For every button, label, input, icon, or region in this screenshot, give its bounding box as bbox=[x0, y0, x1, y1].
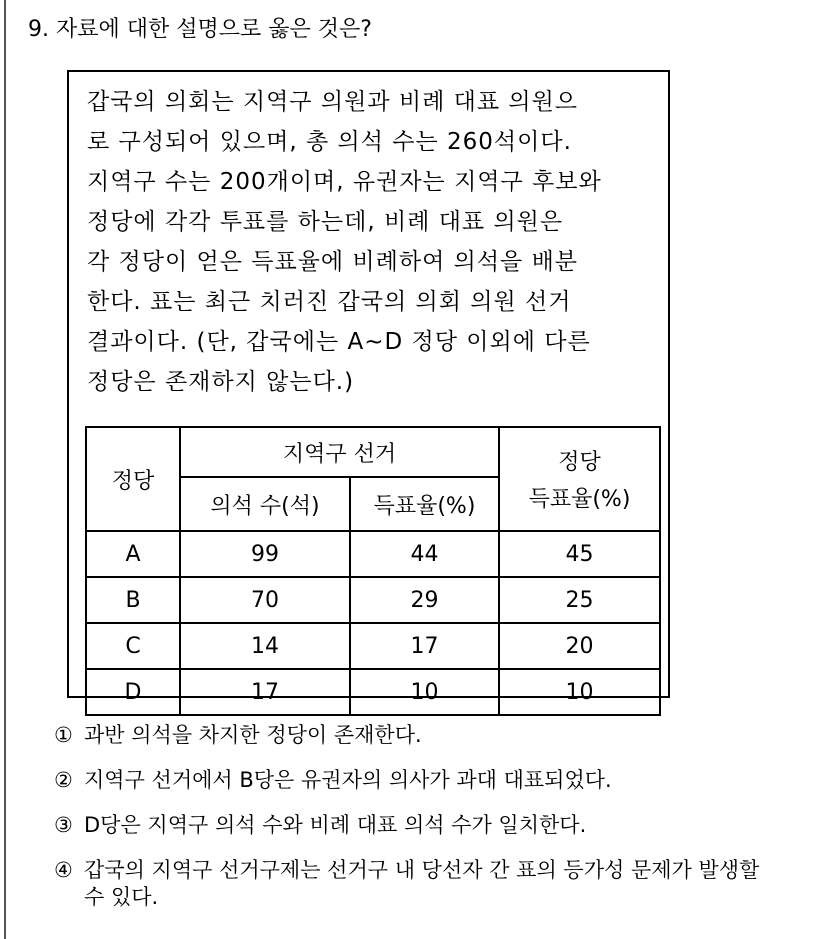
cell-district-rate: 44 bbox=[350, 531, 499, 577]
choice-2[interactable] bbox=[54, 767, 784, 794]
question-number: 9. bbox=[28, 17, 49, 42]
header-seats: 의석 수(석) bbox=[180, 477, 350, 531]
passage-text bbox=[87, 82, 602, 402]
choice-text: D당은 지역구 의석 수와 비례 대표 의석 수가 일치한다. bbox=[84, 813, 587, 837]
answer-choices bbox=[54, 722, 784, 929]
choice-3[interactable] bbox=[54, 812, 784, 839]
passage-line: 각 정당이 얻은 득표율에 비례하여 의석을 배분 bbox=[87, 249, 579, 275]
choice-number: ① bbox=[54, 723, 73, 747]
cell-party-rate: 10 bbox=[499, 669, 660, 715]
choice-number: ④ bbox=[54, 858, 73, 882]
passage-line: 결과이다. (단, 갑국에는 A~D 정당 이외에 다른 bbox=[87, 329, 591, 355]
cell-seats: 14 bbox=[180, 623, 350, 669]
cell-seats: 17 bbox=[180, 669, 350, 715]
choice-number: ② bbox=[54, 768, 73, 792]
passage-line: 한다. 표는 최근 치러진 갑국의 의회 의원 선거 bbox=[87, 289, 572, 315]
passage-line: 정당에 각각 투표를 하는데, 비례 대표 의원은 bbox=[87, 209, 564, 235]
cell-party-rate: 20 bbox=[499, 623, 660, 669]
cell-seats: 99 bbox=[180, 531, 350, 577]
question-text: 자료에 대한 설명으로 옳은 것은? bbox=[56, 17, 372, 42]
cell-party: A bbox=[86, 531, 180, 577]
cell-party-rate: 45 bbox=[499, 531, 660, 577]
cell-district-rate: 17 bbox=[350, 623, 499, 669]
table-row bbox=[86, 531, 660, 577]
choice-number: ③ bbox=[54, 813, 73, 837]
choice-text: 과반 의석을 차지한 정당이 존재한다. bbox=[84, 723, 422, 747]
passage-box bbox=[67, 70, 670, 705]
passage-line: 정당은 존재하지 않는다.) bbox=[87, 369, 355, 395]
cell-district-rate: 10 bbox=[350, 669, 499, 715]
table-row bbox=[86, 577, 660, 623]
passage-line: 로 구성되어 있으며, 총 의석 수는 260석이다. bbox=[87, 129, 572, 155]
cell-party: B bbox=[86, 577, 180, 623]
header-party-vote-line1: 정당 bbox=[558, 450, 601, 475]
header-party: 정당 bbox=[86, 427, 180, 531]
cell-district-rate: 29 bbox=[350, 577, 499, 623]
choice-4[interactable] bbox=[54, 857, 784, 911]
header-district-rate: 득표율(%) bbox=[350, 477, 499, 531]
table-row bbox=[86, 623, 660, 669]
election-results-table bbox=[85, 426, 661, 716]
choice-1[interactable] bbox=[54, 722, 784, 749]
choice-text: 갑국의 지역구 선거구제는 선거구 내 당선자 간 표의 등가성 문제가 발생할 수 있다. bbox=[84, 858, 760, 909]
passage-line: 갑국의 의회는 지역구 의원과 비례 대표 의원으 bbox=[87, 89, 579, 115]
question-title bbox=[28, 12, 372, 43]
header-party-vote bbox=[499, 427, 660, 531]
page-left-border bbox=[4, 0, 6, 939]
table-row bbox=[86, 669, 660, 715]
header-party-vote-line2: 득표율(%) bbox=[528, 487, 631, 512]
choice-text: 지역구 선거에서 B당은 유권자의 의사가 과대 대표되었다. bbox=[84, 768, 612, 792]
passage-line: 지역구 수는 200개이며, 유권자는 지역구 후보와 bbox=[87, 169, 602, 195]
cell-party: C bbox=[86, 623, 180, 669]
cell-seats: 70 bbox=[180, 577, 350, 623]
header-district-election: 지역구 선거 bbox=[180, 427, 499, 477]
cell-party-rate: 25 bbox=[499, 577, 660, 623]
cell-party: D bbox=[86, 669, 180, 715]
